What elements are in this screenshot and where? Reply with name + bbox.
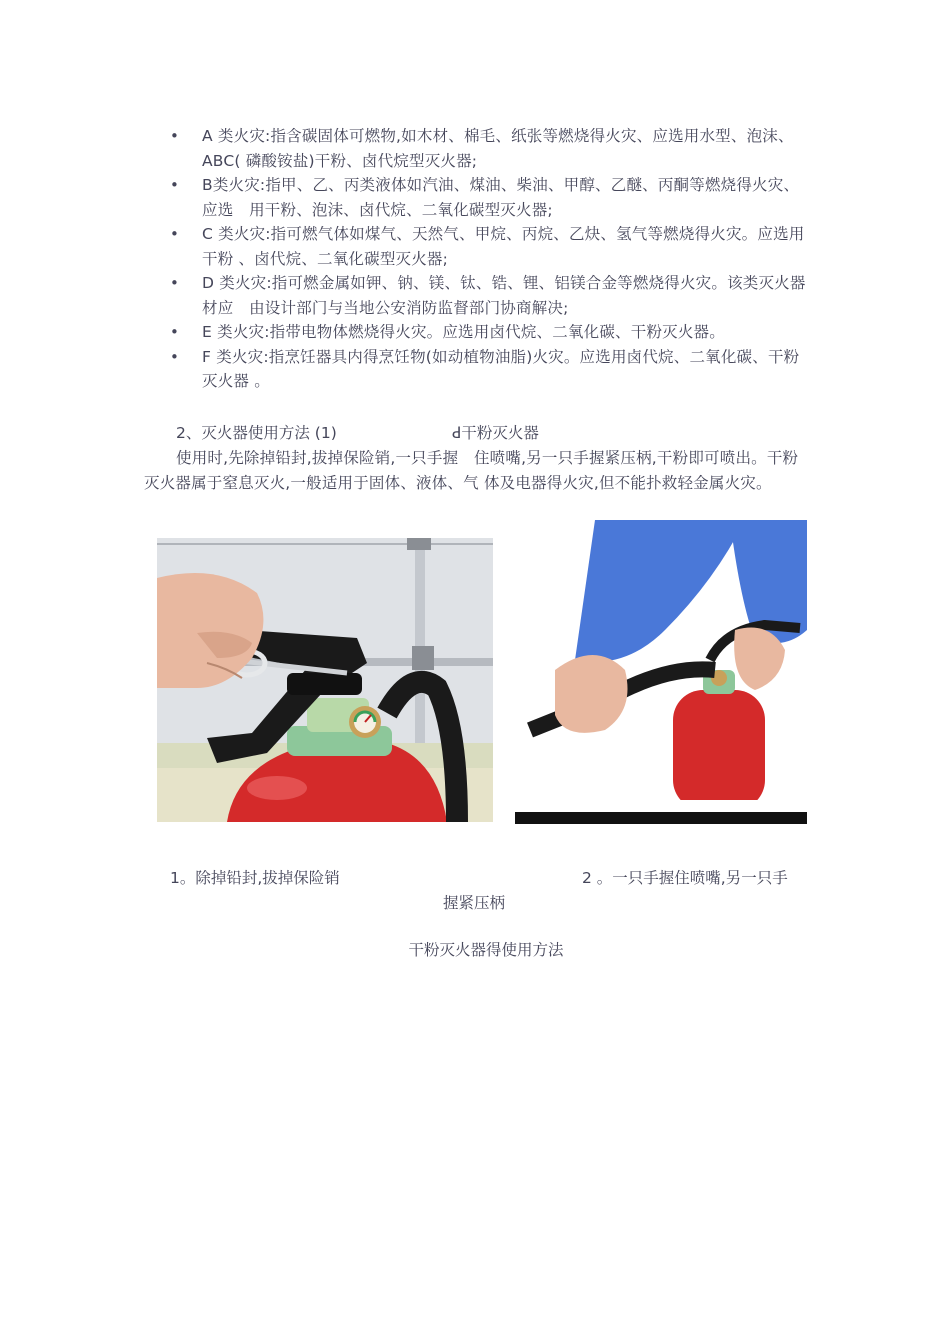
bullet-icon: •	[170, 274, 180, 292]
fire-class-d: D 类火灾:指可燃金属如钾、钠、镁、钛、锆、锂、铝镁合金等燃烧得火灾。该类灭火器材应 由设计部门与当地公安消防监督部门协商解决;	[202, 274, 806, 317]
illustration-pull-pin	[157, 538, 493, 822]
usage-text: 使用时,先除掉铅封,拔掉保险销,一只手握 住喷嘴,另一只手握紧压柄,干粉即可喷出。干粉灭火器属于窒息灭火,一般适用于固体、液体、气 体及电器得火灾,但不能扑救轻金属火灾。	[144, 449, 799, 492]
fire-class-a: A 类火灾:指含碳固体可燃物,如木材、棉毛、纸张等燃烧得火灾、应选用水型、泡沫、ABC( 磷酸铵盐)干粉、卤代烷型灭火器;	[202, 127, 794, 170]
fire-class-item	[170, 124, 810, 173]
fire-class-item	[170, 222, 810, 271]
fire-class-e: E 类火灾:指带电物体燃烧得火灾。应选用卤代烷、二氧化碳、干粉灭火器。	[202, 323, 725, 341]
caption-step-2: 2 。一只手握住喷嘴,另一只手	[582, 869, 788, 887]
fire-class-b: B类火灾:指甲、乙、丙类液体如汽油、煤油、柴油、甲醇、乙醚、丙酮等燃烧得火灾、应选 用干粉、泡沫、卤代烷、二氧化碳型灭火器;	[202, 176, 800, 219]
fire-class-item	[170, 320, 810, 345]
bullet-icon: •	[170, 347, 180, 366]
section-heading	[176, 421, 539, 445]
fire-class-c: C 类火灾:指可燃气体如煤气、天然气、甲烷、丙烷、乙炔、氢气等燃烧得火灾。应选用干粉 、卤代烷、二氧化碳型灭火器;	[202, 225, 805, 268]
section-title: 2、灭火器使用方法 (1)	[176, 424, 337, 442]
usage-paragraph	[144, 446, 808, 496]
fire-class-item	[170, 271, 810, 320]
fire-class-f: F 类火灾:指烹饪器具内得烹饪物(如动植物油脂)火灾。应选用卤代烷、二氧化碳、干粉灭火器 。	[202, 347, 800, 390]
bullet-icon: •	[170, 176, 180, 194]
section-subtitle: ꓒ干粉灭火器	[452, 424, 539, 442]
illustration-hold-nozzle	[515, 520, 807, 824]
fire-class-list	[170, 124, 810, 394]
caption-step-2-continued: 握紧压柄	[443, 894, 506, 912]
bullet-icon: •	[170, 323, 180, 341]
fire-class-item	[170, 345, 810, 394]
caption-step-1: 1。除掉铅封,拔掉保险销	[170, 869, 340, 887]
figure-title: 干粉灭火器得使用方法	[408, 941, 564, 959]
bullet-icon: •	[170, 127, 180, 145]
bullet-icon: •	[170, 225, 180, 243]
fire-class-item	[170, 173, 810, 222]
